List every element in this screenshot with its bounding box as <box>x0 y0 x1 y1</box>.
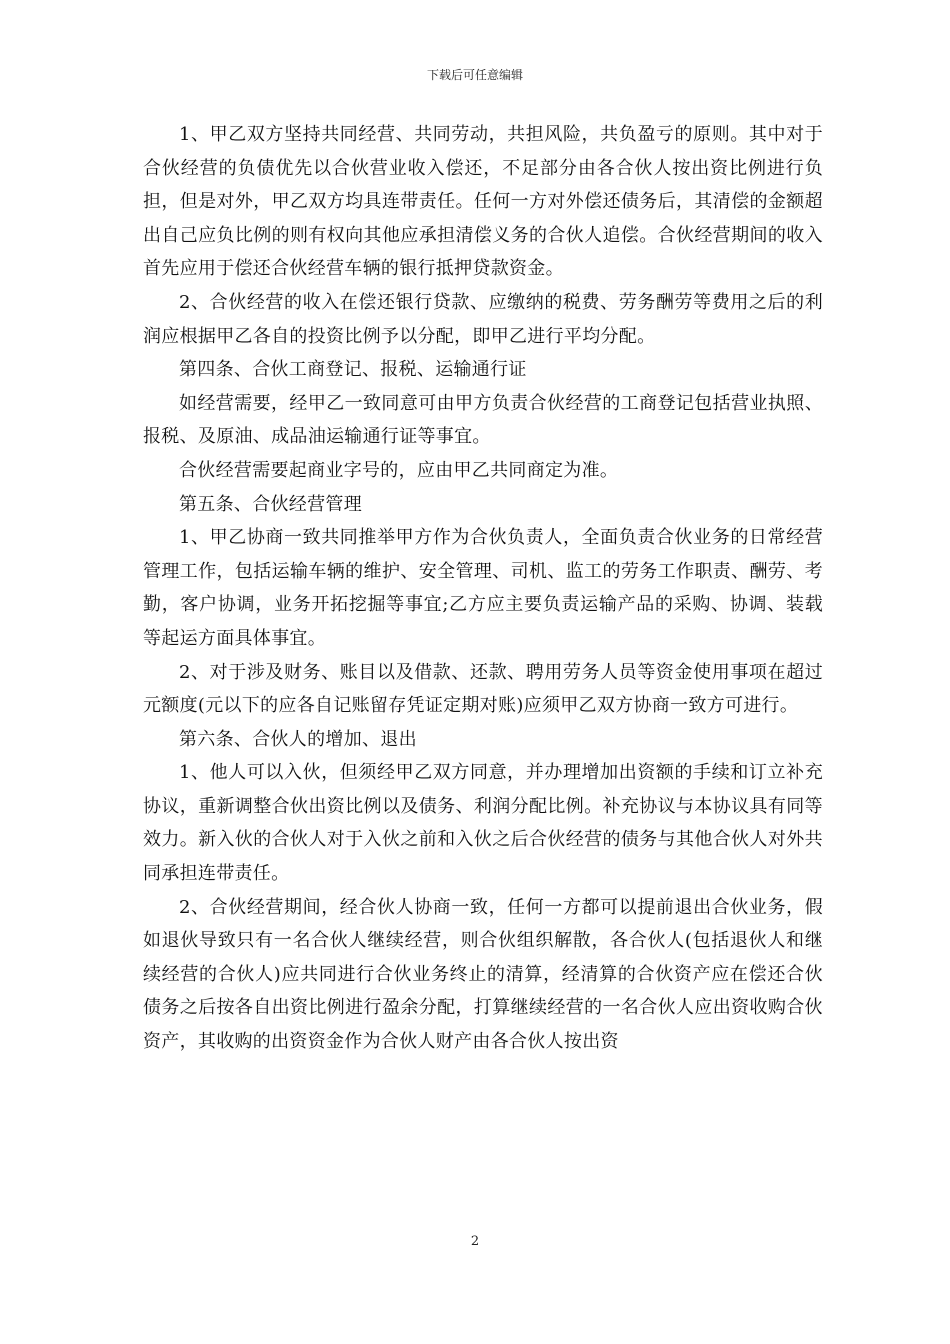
paragraph-article-5-item-1: 1、甲乙协商一致共同推举甲方作为合伙负责人，全面负责合伙业务的日常经营管理工作，包括运输车辆的维护、安全管理、司机、监工的劳务工作职责、酬劳、考勤，客户协调，业务开拓挖掘等事宜;乙方应主要负责运输产品的采购、协调、装载等起运方面具体事宜。 <box>143 527 823 649</box>
document-body <box>143 118 823 1059</box>
article-4-heading: 第四条、合伙工商登记、报税、运输通行证 <box>179 359 527 381</box>
article-5-heading: 第五条、合伙经营管理 <box>179 493 362 515</box>
page-number: 2 <box>470 1234 480 1249</box>
paragraph-article-6-item-2: 2、合伙经营期间，经合伙人协商一致，任何一方都可以提前退出合伙业务，假如退伙导致只有一名合伙人继续经营，则合伙组织解散，各合伙人(包括退伙人和继续经营的合伙人)应共同进行合伙业务终止的清算，经清算的合伙资产应在偿还合伙债务之后按各自出资比例进行盈余分配，打算继续经营的一名合伙人应出资收购合伙资产，其收购的出资资金作为合伙人财产由各合伙人按出资 <box>143 896 823 1053</box>
paragraph-article-6-item-1: 1、他人可以入伙，但须经甲乙双方同意，并办理增加出资额的手续和订立补充协议，重新调整合伙出资比例以及债务、利润分配比例。补充协议与本协议具有同等效力。新入伙的合伙人对于入伙之前和入伙之后合伙经营的债务与其他合伙人对外共同承担连带责任。 <box>143 762 823 885</box>
paragraph-clause-1: 1、甲乙双方坚持共同经营、共同劳动，共担风险，共负盈亏的原则。其中对于合伙经营的负债优先以合伙营业收入偿还，不足部分由各合伙人按出资比例进行负担，但是对外，甲乙双方均具连带责任。任何一方对外偿还债务后，其清偿的金额超出自己应负比例的则有权向其他应承担清偿义务的合伙人追偿。合伙经营期间的收入首先应用于偿还合伙经营车辆的银行抵押贷款资金。 <box>143 124 823 280</box>
paragraph-article-5-item-2: 2、对于涉及财务、账目以及借款、还款、聘用劳务人员等资金使用事项在超过元额度(元以下的应各自记账留存凭证定期对账)应须甲乙双方协商一致方可进行。 <box>143 661 823 717</box>
paragraph-article-4-trade-name: 合伙经营需要起商业字号的，应由甲乙共同商定为准。 <box>179 459 619 481</box>
article-6-heading: 第六条、合伙人的增加、退出 <box>179 728 417 750</box>
paragraph-clause-2: 2、合伙经营的收入在偿还银行贷款、应缴纳的税费、劳务酬劳等费用之后的利润应根据甲乙各自的投资比例予以分配，即甲乙进行平均分配。 <box>143 291 823 347</box>
paragraph-article-4-registration: 如经营需要，经甲乙一致同意可由甲方负责合伙经营的工商登记包括营业执照、报税、及原油、成品油运输通行证等事宜。 <box>143 392 823 448</box>
page-header-note: 下载后可任意编辑 <box>426 68 523 82</box>
